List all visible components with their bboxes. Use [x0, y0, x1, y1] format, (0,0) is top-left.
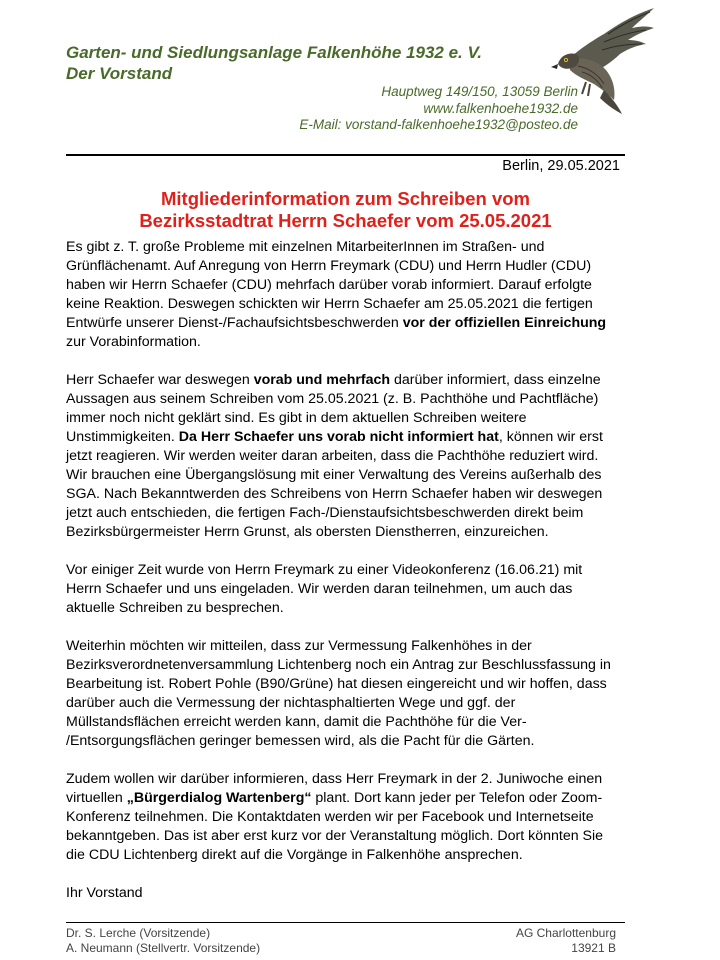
text-segment: Bearbeitung ist. Robert Pohle (B90/Grüne) hat diesen eingereicht und wir hoffen, dass [66, 676, 607, 692]
paragraph-line [66, 599, 632, 618]
body-paragraph [66, 238, 632, 352]
paragraph-line [66, 675, 632, 694]
footer-registry [516, 926, 616, 956]
text-segment: aktuelle Schreiben zu besprechen. [66, 600, 284, 616]
paragraph-line [66, 637, 632, 656]
paragraph-line [66, 770, 632, 789]
paragraph-line [66, 295, 632, 314]
chair-name: Dr. S. Lerche (Vorsitzende) [66, 926, 211, 940]
text-segment: Aussagen aus seinem Schreiben vom 25.05.2021 (z. B. Pachthöhe und Pachtfläche) [66, 391, 599, 407]
paragraph-line [66, 257, 632, 276]
website-link[interactable]: www.falkenhoehe1932.de [423, 100, 578, 116]
paragraph-line [66, 466, 632, 485]
vice-chair-name: A. Neumann (Stellvertr. Vorsitzende) [66, 941, 261, 955]
text-segment: Es gibt z. T. große Probleme mit einzelnen MitarbeiterInnen im Straßen- und [66, 239, 545, 255]
text-segment: Zudem wollen wir darüber informieren, dass Herr Freymark in der 2. Juniwoche einen [66, 771, 603, 787]
paragraph-line [66, 656, 632, 675]
paragraph-line [66, 485, 632, 504]
paragraph-line [66, 238, 632, 257]
paragraph-line [66, 827, 632, 846]
paragraph-line [66, 447, 632, 466]
text-segment: haben wir Herrn Schaefer (CDU) mehrfach darüber vorab informiert. Darauf erfolgte [66, 277, 592, 293]
registry-court: AG Charlottenburg [515, 926, 616, 940]
bold-text: Da Herr Schaefer uns vorab nicht informiert hat [178, 429, 499, 445]
body-paragraph [66, 637, 632, 751]
paragraph-line [66, 580, 632, 599]
text-segment: Wir brauchen eine Übergangslösung mit einer Verwaltung des Vereins außerhalb des [66, 467, 602, 483]
body-paragraph [66, 561, 632, 618]
text-segment: zur Vorabinformation. [66, 334, 201, 350]
paragraph-line [66, 713, 632, 732]
body-paragraph [66, 884, 632, 903]
text-segment: Müllstandsflächen erreicht werden kann, damit die Pachthöhe für die Ver- [66, 714, 527, 730]
letter-body [66, 238, 632, 922]
footer-divider [66, 922, 625, 923]
paragraph-line [66, 789, 632, 808]
paragraph-line [66, 808, 632, 827]
text-segment: Ihr Vorstand [66, 885, 143, 901]
text-segment: Herr Schaefer war deswegen [66, 372, 254, 388]
postal-address: Hauptweg 149/150, 13059 Berlin [381, 84, 578, 99]
paragraph-line [66, 333, 632, 352]
bold-text: „Bürgerdialog Wartenberg“ [126, 790, 312, 806]
text-segment: Herrn Schaefer und uns eingeladen. Wir werden daran teilnehmen, um auch das [66, 581, 573, 597]
text-segment: keine Reaktion. Deswegen schickten wir Herrn Schaefer am 25.05.2021 die fertigen [66, 296, 593, 312]
text-segment: jetzt auch entschieden, die fertigen Fach-/Dienstaufsichtsbeschwerden direkt beim [66, 505, 584, 521]
paragraph-line [66, 694, 632, 713]
text-segment: Entwürfe unserer Dienst-/Fachaufsichtsbeschwerden [66, 315, 403, 331]
paragraph-line [66, 884, 632, 903]
paragraph-line [66, 314, 632, 333]
text-segment: jetzt reagieren. Wir werden weiter daran arbeiten, dass die Pachthöhe reduziert wird. [66, 448, 599, 464]
letter-date: Berlin, 29.05.2021 [502, 158, 620, 174]
text-segment: Bezirksverordnetenversammlung Lichtenberg noch ein Antrag zur Beschlussfassung in [66, 657, 611, 673]
paragraph-line [66, 846, 632, 865]
paragraph-line [66, 409, 632, 428]
bold-text: vor der offiziellen Einreichung [402, 315, 607, 331]
header-divider [66, 154, 625, 156]
text-segment: Unstimmigkeiten. [66, 429, 179, 445]
text-segment: plant. Dort kann jeder per Telefon oder Zoom- [311, 790, 603, 806]
paragraph-line [66, 732, 632, 751]
organization-name: Garten- und Siedlungsanlage Falkenhöhe 1932 e. V. [66, 43, 482, 62]
contact-block [299, 84, 578, 134]
document-title [66, 188, 625, 232]
title-line-2: Bezirksstadtrat Herrn Schaefer vom 25.05.2021 [139, 210, 552, 231]
email-link[interactable]: E-Mail: vorstand-falkenhoehe1932@posteo.de [299, 117, 578, 132]
organization-header [66, 42, 482, 84]
text-segment: darüber auch die Vermessung der nichtasphaltierten Wege und ggf. der [66, 695, 516, 711]
text-segment: bekanntgeben. Das ist aber erst kurz vor der Veranstaltung möglich. Dort könnten Sie [66, 828, 604, 844]
body-paragraph [66, 770, 632, 865]
board-label: Der Vorstand [66, 64, 173, 83]
text-segment: /Entsorgungsflächen geringer bemessen wird, als die Pacht für die Gärten. [66, 733, 535, 749]
text-segment: die CDU Lichtenberg direkt auf die Vorgänge in Falkenhöhe ansprechen. [66, 847, 523, 863]
text-segment: SGA. Nach Bekanntwerden des Schreibens von Herrn Schaefer haben wir deswegen [66, 486, 603, 502]
text-segment: , können wir erst [498, 429, 603, 445]
text-segment: Weiterhin möchten wir mitteilen, dass zur Vermessung Falkenhöhes in der [66, 638, 532, 654]
paragraph-line [66, 428, 632, 447]
text-segment: Konferenz teilnehmen. Die Kontaktdaten werden wir per Facebook und Internetseite [66, 809, 594, 825]
paragraph-line [66, 276, 632, 295]
paragraph-line [66, 561, 632, 580]
paragraph-line [66, 371, 632, 390]
paragraph-line [66, 523, 632, 542]
paragraph-line [66, 504, 632, 523]
text-segment: virtuellen [66, 790, 127, 806]
body-paragraph [66, 371, 632, 542]
registry-number: 13921 B [571, 941, 616, 955]
paragraph-line [66, 390, 632, 409]
title-line-1: Mitgliederinformation zum Schreiben vom [160, 188, 530, 209]
text-segment: Grünflächenamt. Auf Anregung von Herrn Freymark (CDU) und Herrn Hudler (CDU) [66, 258, 592, 274]
text-segment: Vor einiger Zeit wurde von Herrn Freymark zu einer Videokonferenz (16.06.21) mit [66, 562, 583, 578]
footer-signatories [66, 926, 260, 956]
text-segment: immer noch nicht geklärt sind. Es gibt in dem aktuellen Schreiben weitere [66, 410, 527, 426]
bold-text: vorab und mehrfach [253, 372, 391, 388]
text-segment: Bezirksbürgermeister Herrn Grunst, als obersten Dienstherren, einzureichen. [66, 524, 549, 540]
text-segment: darüber informiert, dass einzelne [390, 372, 601, 388]
